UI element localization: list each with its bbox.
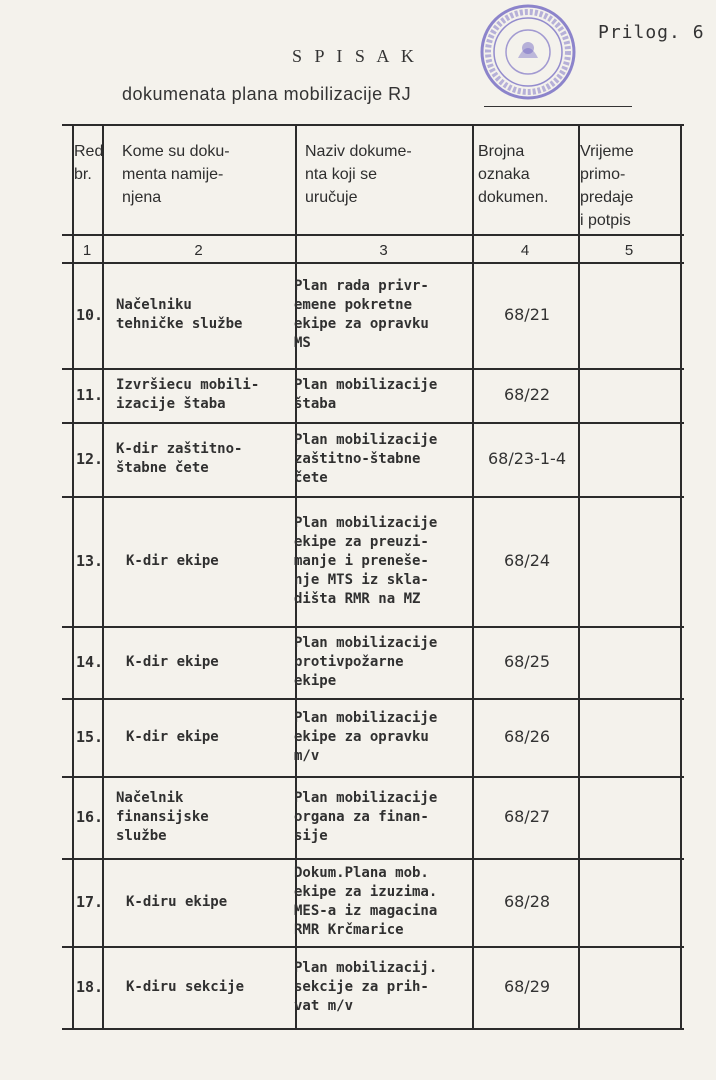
table-column-line xyxy=(72,124,74,1028)
document-code: 68/21 xyxy=(503,305,551,324)
document-name-cell: Plan mobilizacij. sekcije za prih- vat m/v xyxy=(294,959,438,1014)
table-row-line xyxy=(62,262,684,264)
table-row-line xyxy=(62,698,684,700)
recipient-cell: Načelnik finansijske službe xyxy=(116,789,209,844)
row-number: 13. xyxy=(76,551,104,570)
table-row-line xyxy=(62,422,684,424)
recipient-cell: K-dir ekipe xyxy=(126,552,219,569)
document-code: 68/27 xyxy=(503,807,551,826)
document-code: 68/26 xyxy=(503,727,551,746)
page-subtitle: dokumenata plana mobilizacije RJ xyxy=(122,84,412,104)
row-number: 17. xyxy=(76,892,104,911)
row-number: 16. xyxy=(76,807,104,826)
table-row-line xyxy=(62,234,684,236)
table-row-line xyxy=(62,776,684,778)
document-code: 68/23-1-4 xyxy=(487,449,566,468)
column-header: Red br. xyxy=(74,143,104,183)
official-stamp xyxy=(478,2,578,102)
document-name-cell: Plan mobilizacije ekipe za preuzi- manje i preneše- nje MTS iz skla- dišta RMR na MZ xyxy=(294,514,438,607)
row-number: 10. xyxy=(76,305,104,324)
document-code: 68/28 xyxy=(503,892,551,911)
recipient-cell: K-diru sekcije xyxy=(126,978,245,995)
document-name-cell: Plan mobilizacije organa za finan- sije xyxy=(294,789,438,844)
column-number: 4 xyxy=(520,242,530,259)
column-header: Kome su doku- menta namije- njena xyxy=(122,143,230,206)
recipient-cell: Izvršiecu mobili- izacije štaba xyxy=(116,377,260,412)
table-row-line xyxy=(62,858,684,860)
column-header: Vrijeme primo- predaje i potpis xyxy=(580,143,634,229)
table-row-line xyxy=(62,124,684,126)
document-name-cell: Plan mobilizacije protivpožarne ekipe xyxy=(294,634,438,689)
row-number: 14. xyxy=(76,652,104,671)
column-number: 3 xyxy=(379,242,388,259)
document-code: 68/22 xyxy=(503,385,551,404)
recipient-cell: K-dir zaštitno- štabne čete xyxy=(116,441,243,476)
recipient-cell: K-diru ekipe xyxy=(126,893,228,910)
recipient-cell: Načelniku tehničke službe xyxy=(116,297,243,332)
row-number: 18. xyxy=(76,977,104,996)
row-number: 11. xyxy=(76,385,104,404)
recipient-cell: K-dir ekipe xyxy=(126,653,219,670)
document-code: 68/25 xyxy=(503,652,551,671)
row-number: 15. xyxy=(76,727,104,746)
column-number: 2 xyxy=(194,242,203,259)
page-title: S P I S A K xyxy=(292,46,418,66)
table-row-line xyxy=(62,368,684,370)
row-number: 12. xyxy=(76,449,104,468)
column-header: Brojna oznaka dokumen. xyxy=(478,143,549,206)
column-header: Naziv dokume- nta koji se uručuje xyxy=(305,143,412,206)
document-name-cell: Plan rada privr- emene pokretne ekipe za opravku MS xyxy=(294,278,429,351)
document-name-cell: Dokum.Plana mob. ekipe za izuzima. MES-a iz magacina RMR Krčmarice xyxy=(294,865,438,938)
subtitle-underline xyxy=(484,106,632,107)
document-name-cell: Plan mobilizacije zaštitno-štabne čete xyxy=(294,431,438,486)
column-number: 5 xyxy=(624,242,634,259)
recipient-cell: K-dir ekipe xyxy=(126,728,219,745)
stamp-icon xyxy=(478,2,578,102)
document-name-cell: Plan mobilizacije štaba xyxy=(294,377,438,412)
table-row-line xyxy=(62,1028,684,1030)
table-row-line xyxy=(62,946,684,948)
document-code: 68/29 xyxy=(503,977,551,996)
document-name-cell: Plan mobilizacije ekipe za opravku m/v xyxy=(294,709,438,764)
annex-label: Prilog. 6 xyxy=(598,22,705,43)
document-code: 68/24 xyxy=(503,551,551,570)
table-row-line xyxy=(62,496,684,498)
table-column-line xyxy=(680,124,682,1028)
column-number: 1 xyxy=(82,242,92,259)
table-row-line xyxy=(62,626,684,628)
